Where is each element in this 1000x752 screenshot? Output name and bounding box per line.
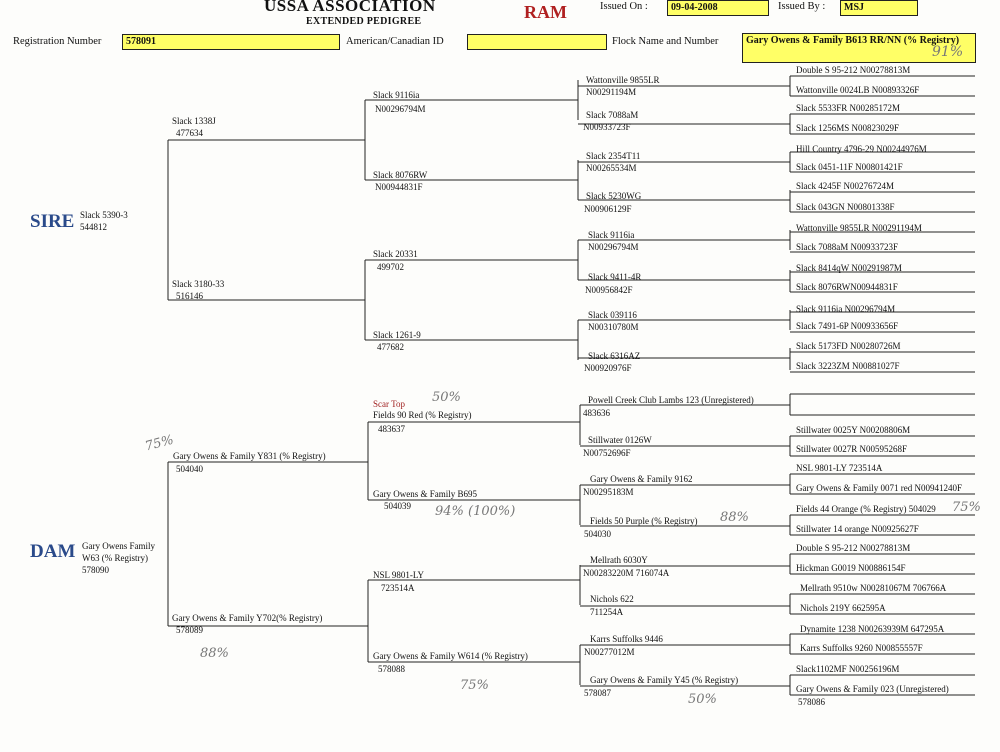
- dam-g4-entry: Gary Owens & Family 023 (Unregistered): [796, 684, 949, 694]
- sire-g4-entry: Slack 4245F N00276724M: [796, 181, 895, 191]
- dam-g4-entry: Double S 95-212 N00278813M: [796, 543, 911, 553]
- dam-g1-name: Gary Owens & Family Y702(% Registry): [172, 613, 323, 623]
- sire-g4-entry: Slack 8414qW N00291987M: [796, 263, 902, 273]
- dam-g2-name: Fields 90 Red (% Registry): [373, 410, 472, 420]
- sire-g3-number: N00291194M: [586, 87, 637, 97]
- sire-g2-number: 477682: [377, 342, 404, 352]
- sire-g3-name: Slack 6316AZ: [588, 351, 641, 361]
- sire-g3-number: N00933723F: [583, 122, 631, 132]
- dam-g2-number: 578088: [378, 664, 405, 674]
- registration-label: Registration Number: [13, 36, 102, 47]
- amcan-id-label: American/Canadian ID: [346, 36, 444, 47]
- sire-g3-name: Slack 2354T11: [586, 151, 641, 161]
- dam-g3-name: Karrs Suffolks 9446: [590, 634, 663, 644]
- sire-g3-number: N00310780M: [588, 322, 639, 332]
- sire-g2-number: N00296794M: [375, 104, 426, 114]
- page-title: USSA ASSOCIATION: [264, 0, 436, 15]
- handwritten-b695-pct: 94% (100%): [435, 504, 516, 519]
- dam-number: 578090: [82, 565, 109, 575]
- sire-g3-number: N00920976F: [584, 363, 632, 373]
- dam-g2-name: Gary Owens & Family B695: [373, 489, 477, 499]
- sire-g4-entry: Wattonville 9855LR N00291194M: [796, 223, 922, 233]
- sire-g4-entry: Slack 5173FD N00280726M: [796, 341, 901, 351]
- dam-g3-number: 578087: [584, 688, 611, 698]
- dam-g4-entry: Hickman G0019 N00886154F: [796, 563, 906, 573]
- dam-g2-name: Gary Owens & Family W614 (% Registry): [373, 651, 528, 661]
- handwritten-y45-pct: 50%: [688, 692, 717, 707]
- dam-g2-number: 483637: [378, 424, 405, 434]
- handwritten-fields50-pct: 88%: [720, 510, 749, 525]
- dam-g1-number: 504040: [176, 464, 203, 474]
- issued-by-field: MSJ: [840, 0, 918, 16]
- dam-g3-name: Powell Creek Club Lambs 123 (Unregistered): [588, 395, 754, 405]
- sire-g3-name: Slack 039116: [588, 310, 637, 320]
- dam-g4-entry: NSL 9801-LY 723514A: [796, 463, 883, 473]
- dam-label: DAM: [30, 541, 76, 562]
- sire-g3-number: N00265534M: [586, 163, 637, 173]
- dam-g2-number: 723514A: [381, 583, 415, 593]
- sire-g3-number: N00906129F: [584, 204, 632, 214]
- dam-g4-entry: Stillwater 0027R N00595268F: [796, 444, 908, 454]
- sex-label: RAM: [524, 2, 567, 22]
- sire-g2-name: Slack 1261-9: [373, 330, 421, 340]
- dam-g3-name: Stillwater 0126W: [588, 435, 652, 445]
- sire-g3-name: Slack 7088aM: [586, 110, 639, 120]
- dam-g1-name: Gary Owens & Family Y831 (% Registry): [173, 451, 326, 461]
- registration-field: 578091: [122, 34, 340, 50]
- issued-on-label: Issued On :: [600, 1, 648, 12]
- sire-g2-number: N00944831F: [375, 182, 423, 192]
- amcan-id-field: [467, 34, 607, 50]
- sire-g4-entry: Slack 7088aM N00933723F: [796, 242, 898, 252]
- dam-g4-entry: Gary Owens & Family 0071 red N00941240F: [796, 483, 962, 493]
- handwritten-flock-pct: 91%: [932, 44, 964, 60]
- dam-g3-number: 504030: [584, 529, 611, 539]
- sire-g4-entry: Slack 9116ia N00296794M: [796, 304, 896, 314]
- sire-label: SIRE: [30, 211, 75, 232]
- handwritten-w614-pct: 75%: [460, 678, 489, 693]
- issued-by-label: Issued By :: [778, 1, 826, 12]
- sire-g4-entry: Slack 043GN N00801338F: [796, 202, 895, 212]
- sire-g3-name: Slack 5230WG: [586, 191, 642, 201]
- sire-g4-entry: Slack 0451-11F N00801421F: [796, 162, 903, 172]
- sire-g3-name: Slack 9116ia: [588, 230, 635, 240]
- dam-g4-entry-stillwater: Stillwater 0025Y N00208806M: [796, 425, 911, 435]
- dam-g3-number: N00283220M 716074A: [583, 568, 670, 578]
- sire-g4-entry: Slack 8076RWN00944831F: [796, 282, 898, 292]
- page-subtitle: EXTENDED PEDIGREE: [306, 16, 422, 27]
- sire-number: 544812: [80, 222, 107, 232]
- dam-name-2: W63 (% Registry): [82, 553, 148, 563]
- sire-g3-name: Wattonville 9855LR: [586, 75, 660, 85]
- dam-g4-entry: Mellrath 9510w N00281067M 706766A: [800, 583, 947, 593]
- dam-g2-prefix: Scar Top: [373, 399, 405, 409]
- dam-g3-name: Gary Owens & Family 9162: [590, 474, 693, 484]
- dam-g4-entry: Dynamite 1238 N00263939M 647295A: [800, 624, 945, 634]
- dam-g3-name: Nichols 622: [590, 594, 634, 604]
- dam-g3-name: Fields 50 Purple (% Registry): [590, 516, 698, 526]
- sire-g3-number: N00296794M: [588, 242, 639, 252]
- sire-g4-entry: Slack 3223ZM N00881027F: [796, 361, 900, 371]
- sire-g3-name: Slack 9411-4R: [588, 272, 642, 282]
- dam-g3-number: N00295183M: [583, 487, 634, 497]
- sire-name: Slack 5390-3: [80, 210, 128, 220]
- dam-g3-number: 711254A: [590, 607, 624, 617]
- sire-g4-entry: Slack 5533FR N00285172M: [796, 103, 901, 113]
- issued-on-field: 09-04-2008: [667, 0, 769, 16]
- sire-g2-name: Slack 20331: [373, 249, 418, 259]
- dam-g4-entry: Nichols 219Y 662595A: [800, 603, 886, 613]
- sire-g2-name: Slack 8076RW: [373, 170, 428, 180]
- dam-g2-name: NSL 9801-LY: [373, 570, 425, 580]
- dam-g3-name: Mellrath 6030Y: [590, 555, 648, 565]
- sire-g1-name: Slack 3180-33: [172, 279, 225, 289]
- sire-g1-name: Slack 1338J: [172, 116, 216, 126]
- dam-name: Gary Owens Family: [82, 541, 155, 551]
- dam-g4-entry: Slack1102MF N00256196M: [796, 664, 900, 674]
- sire-g2-number: 499702: [377, 262, 404, 272]
- dam-g3-number: 483636: [583, 408, 610, 418]
- flock-field: Gary Owens & Family B613 RR/NN (% Registry): [742, 33, 976, 63]
- sire-g4-entry: Slack 7491-6P N00933656F: [796, 321, 899, 331]
- dam-g2-number: 504039: [384, 501, 411, 511]
- handwritten-orange-pct: 75%: [952, 500, 981, 515]
- sire-g1-number: 516146: [176, 291, 203, 301]
- dam-g4-entry: Karrs Suffolks 9260 N00855557F: [800, 643, 923, 653]
- dam-g3-name: Gary Owens & Family Y45 (% Registry): [590, 675, 739, 685]
- sire-g4-entry: Double S 95-212 N00278813M: [796, 65, 911, 75]
- sire-g1-number: 477634: [176, 128, 203, 138]
- sire-g4-entry: Hill Country 4796-29 N00244976M: [796, 144, 927, 154]
- dam-g4-entry: Fields 44 Orange (% Registry) 504029: [796, 504, 936, 514]
- handwritten-y831-pct: 75%: [143, 432, 176, 455]
- sire-g4-entry: Wattonville 0024LB N00893326F: [796, 85, 920, 95]
- flock-label: Flock Name and Number: [612, 36, 719, 47]
- dam-g1-number: 578089: [176, 625, 203, 635]
- sire-g2-name: Slack 9116ia: [373, 90, 420, 100]
- handwritten-fields90-pct: 50%: [432, 390, 461, 405]
- dam-g4-entry: Stillwater 14 orange N00925627F: [796, 524, 919, 534]
- dam-g4-number: 578086: [798, 697, 825, 707]
- dam-g3-number: N00277012M: [584, 647, 635, 657]
- dam-g3-number: N00752696F: [583, 448, 631, 458]
- sire-g4-entry: Slack 1256MS N00823029F: [796, 123, 900, 133]
- sire-g3-number: N00956842F: [585, 285, 633, 295]
- handwritten-y702-pct: 88%: [200, 646, 229, 661]
